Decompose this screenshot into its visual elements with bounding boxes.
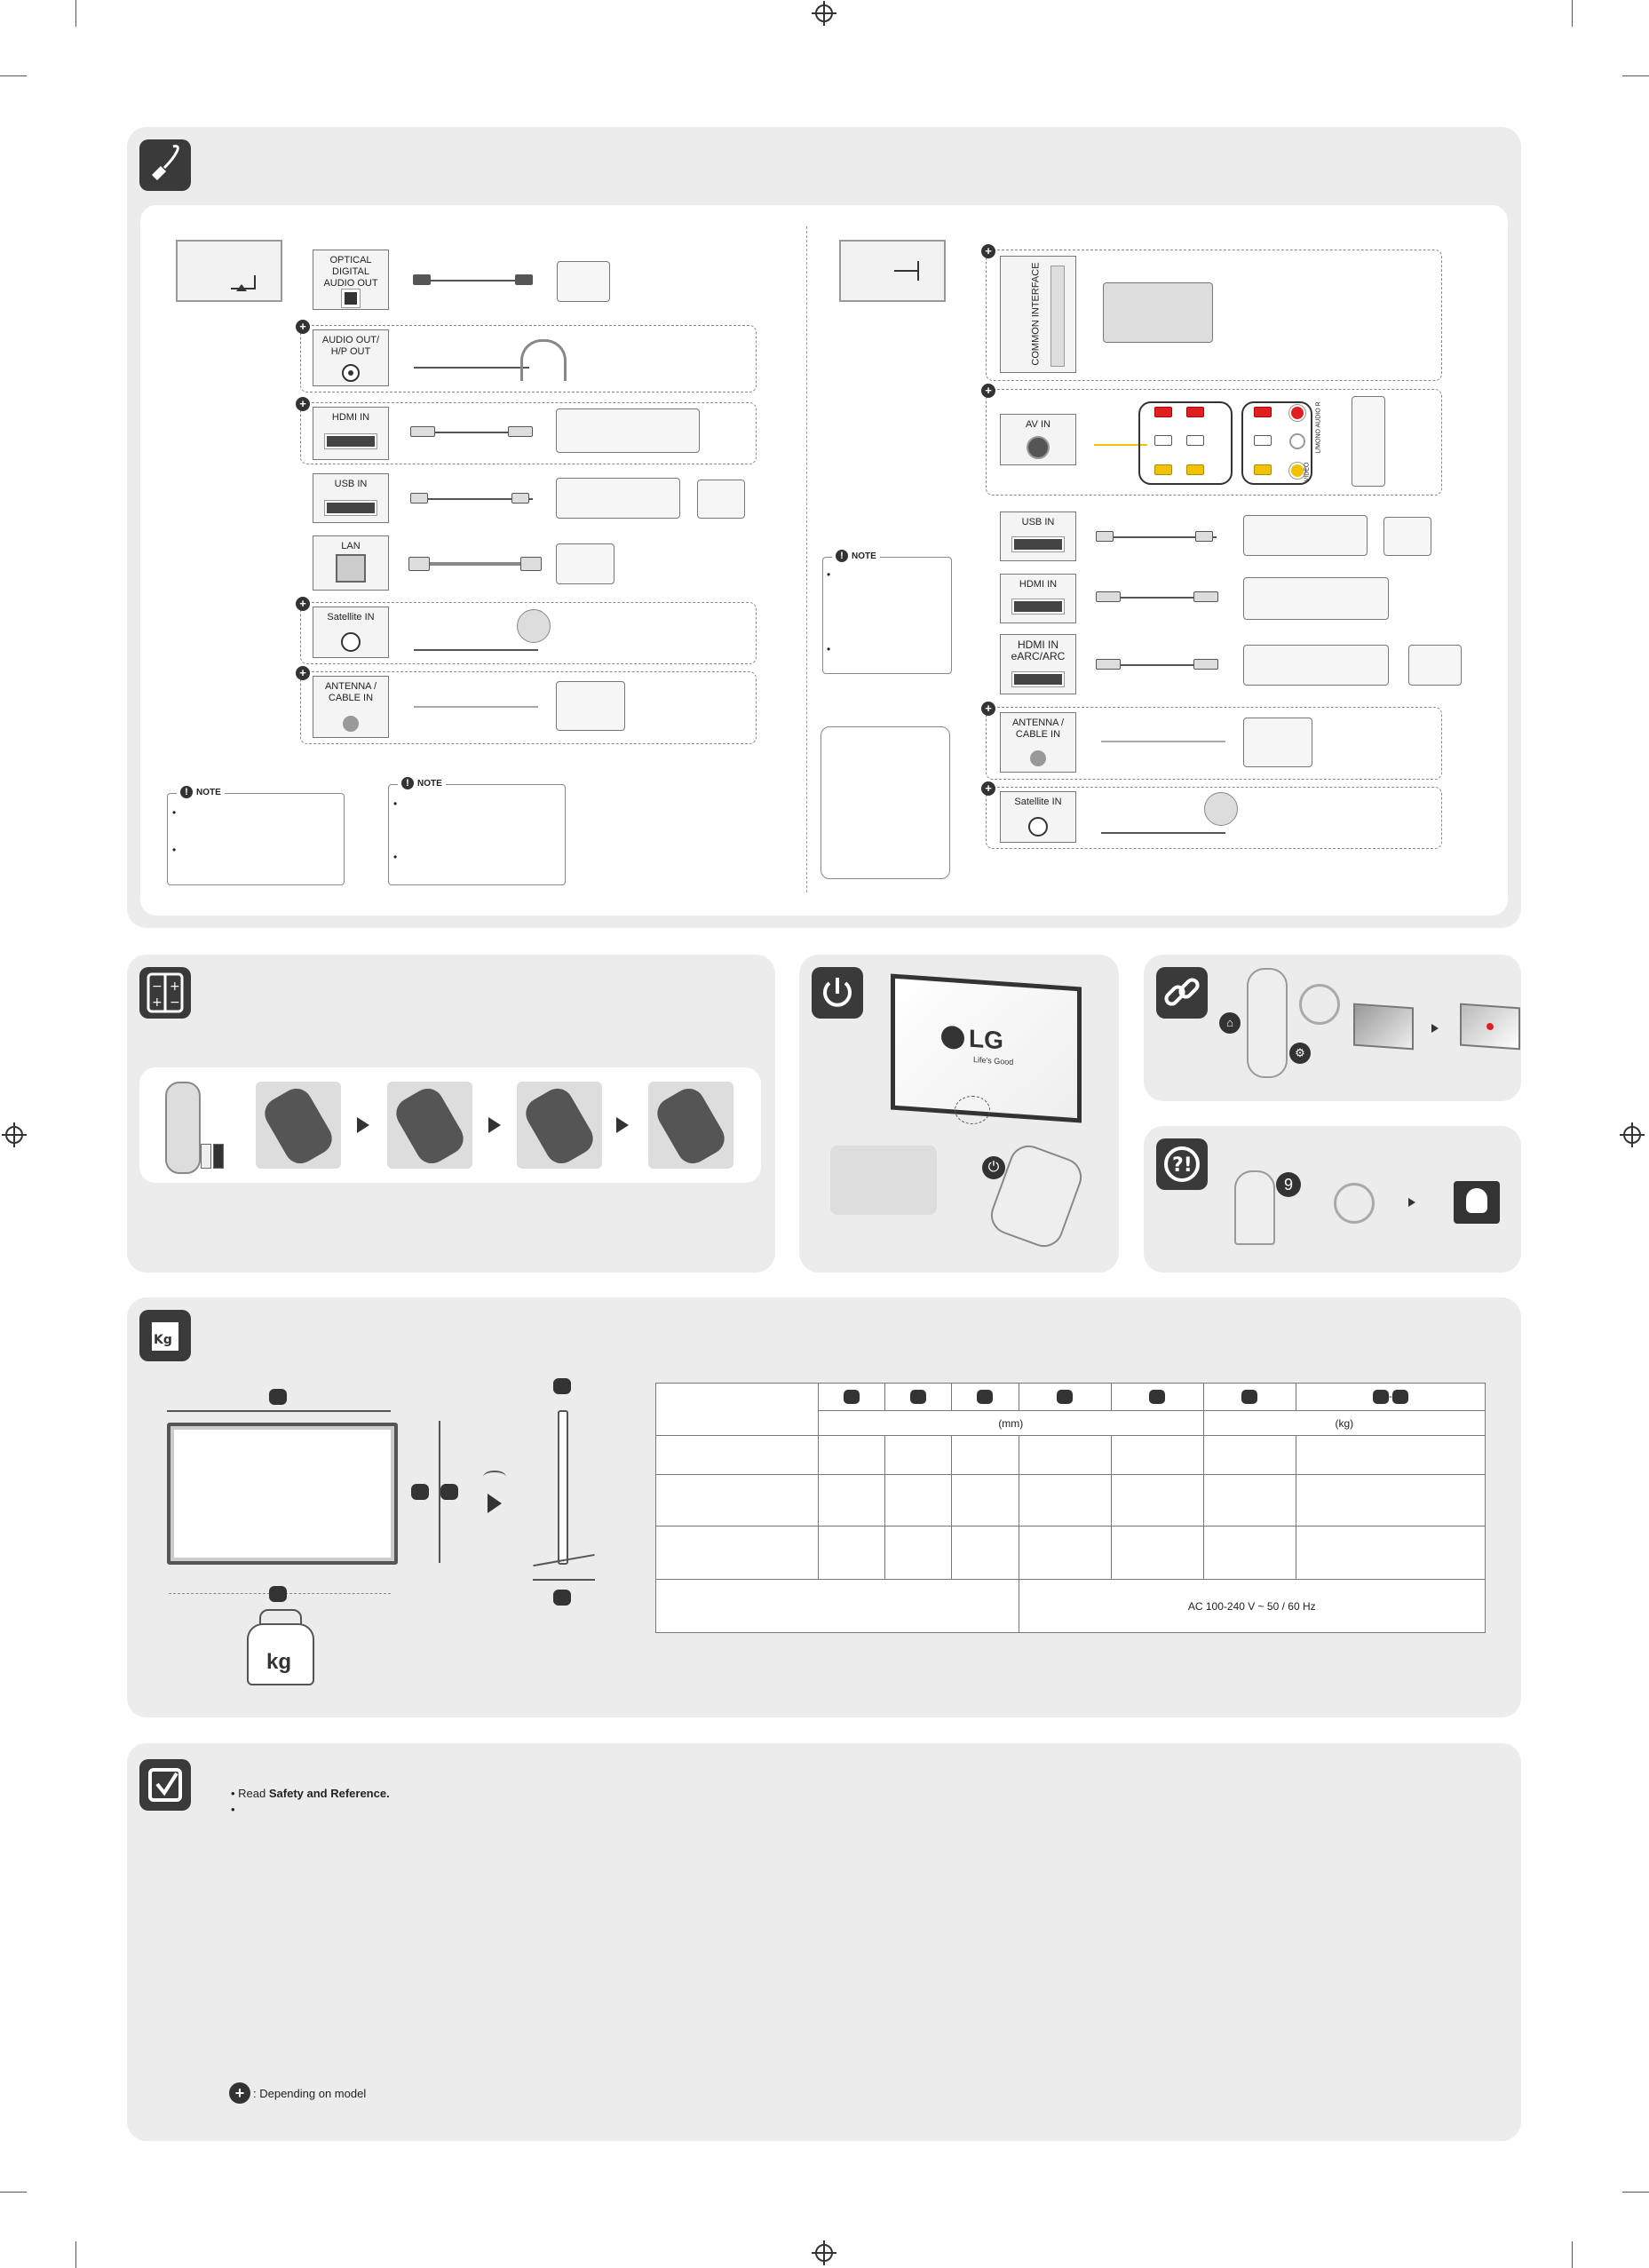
av-rca-cables <box>1138 401 1233 485</box>
cable-plug <box>413 274 431 285</box>
settings-icon: ⚙ <box>1289 1043 1311 1064</box>
model-footnote: + : Depending on model <box>229 2082 366 2104</box>
note-bullet: • <box>172 844 177 856</box>
plus-circle-icon: + <box>296 597 310 611</box>
port-label: AV IN <box>1026 419 1050 430</box>
port-satellite-in-right <box>1000 791 1076 843</box>
crop-mark <box>0 2192 27 2193</box>
rca-plug-red <box>1186 407 1204 417</box>
crop-mark <box>1622 2192 1649 2193</box>
power-button-zoom-circle <box>955 1096 990 1124</box>
plus-circle-icon: + <box>981 244 995 258</box>
port-label: COMMON INTERFACE <box>1030 262 1042 366</box>
tv-front-outline <box>167 1423 398 1565</box>
remote-with-batteries-icon <box>165 1082 201 1174</box>
usb-stick-icon <box>1383 517 1431 556</box>
power-icon <box>812 967 863 1019</box>
checklist-icon <box>139 1759 191 1811</box>
headphones-icon <box>520 339 567 381</box>
antenna-wall-outlet-icon <box>556 681 625 731</box>
power-icon: ⏻ <box>982 1156 1005 1179</box>
speaker-device-icon <box>557 261 610 302</box>
svg-text:Kg: Kg <box>154 1333 172 1347</box>
spec-header-height <box>885 1384 952 1411</box>
plus-circle-icon: + <box>981 384 995 398</box>
arrow-right-icon <box>616 1117 629 1133</box>
number-button-badge: 9 <box>1276 1172 1301 1197</box>
note-title: ! NOTE <box>398 777 446 789</box>
port-label: HDMI IN <box>1019 579 1058 590</box>
port-usb-in-right <box>1000 511 1076 561</box>
port-label: USB IN <box>334 479 368 489</box>
cable-plug <box>1096 531 1114 542</box>
antenna-cable <box>1101 741 1225 742</box>
rca-plug-red <box>1154 407 1172 417</box>
cable-plug <box>1096 591 1121 602</box>
dimension-marker <box>440 1484 458 1500</box>
rca-plug-white <box>1186 435 1204 446</box>
battery-step-1 <box>256 1082 341 1169</box>
registration-mark-bottom <box>815 2244 833 2262</box>
note-title: ! NOTE <box>177 786 225 798</box>
safety-reference-title: Safety and Reference. <box>268 1787 390 1800</box>
spec-header-depth-stand <box>1111 1384 1203 1411</box>
blank-info-box <box>821 726 950 879</box>
note-bullet: • <box>393 797 398 810</box>
plus-circle-icon: + <box>229 2082 250 2104</box>
audio-cable <box>414 367 529 369</box>
rca-plug-yellow <box>1186 464 1204 475</box>
antenna-cable <box>414 706 538 708</box>
battery-step-2 <box>387 1082 472 1169</box>
scale-weight-icon <box>247 1604 311 1689</box>
note-box <box>822 551 952 674</box>
timer-icon <box>1334 1183 1375 1224</box>
cable-plug <box>1195 531 1213 542</box>
dimension-marker <box>553 1590 571 1606</box>
cable-plug <box>1096 659 1121 670</box>
checklist-line-2: • <box>231 1803 235 1816</box>
exclamation-icon: ! <box>180 786 193 798</box>
port-antenna-cable-in <box>313 676 389 738</box>
spec-header-height-stand <box>952 1384 1019 1411</box>
spec-header-depth <box>1019 1384 1111 1411</box>
rca-jack-red <box>1289 405 1305 421</box>
note-box <box>167 787 345 885</box>
port-label: OPTICAL DIGITAL AUDIO OUT <box>323 255 378 289</box>
arrow-right-icon <box>488 1117 501 1133</box>
registration-mark-right <box>1623 1126 1641 1144</box>
port-label: LAN <box>341 541 361 551</box>
plus-circle-icon: + <box>296 666 310 680</box>
battery-icon <box>201 1144 211 1169</box>
checklist-panel <box>127 1743 1521 2141</box>
port-label: ANTENNA / CABLE IN <box>1011 718 1065 740</box>
usb-stick-icon <box>697 480 745 519</box>
tv-side-outline <box>558 1410 568 1565</box>
port-satellite-in <box>313 607 389 658</box>
note-bullet: • <box>172 806 177 819</box>
registration-mark-top <box>815 4 833 22</box>
hand-press-button-illustration <box>830 1146 937 1215</box>
rca-plug-yellow <box>1254 464 1272 475</box>
port-audio-out-hp <box>313 329 389 386</box>
registration-mark-left <box>5 1126 23 1144</box>
help-question-icon <box>1156 1138 1208 1190</box>
cable-plug-icon <box>139 139 191 191</box>
svg-text:+: + <box>170 979 180 994</box>
port-label: HDMI IN <box>331 412 370 423</box>
spec-row <box>656 1475 1486 1527</box>
power-supply-value: AC 100-240 V ~ 50 / 60 Hz <box>1019 1580 1485 1633</box>
range-separator: - <box>1388 1390 1392 1403</box>
spec-header-width <box>819 1384 885 1411</box>
plus-circle-icon: + <box>981 781 995 796</box>
arrow-right-icon <box>488 1494 502 1513</box>
av-devices-icon <box>1352 396 1385 487</box>
dimension-marker <box>269 1586 287 1602</box>
kg-label: kg <box>266 1650 291 1674</box>
usb-hdd-icon <box>556 478 680 519</box>
plus-circle-icon: + <box>981 702 995 716</box>
battery-step-3 <box>517 1082 602 1169</box>
rca-plug-white <box>1154 435 1172 446</box>
svg-text:?!: ?! <box>1172 1154 1193 1177</box>
port-label: USB IN <box>1021 517 1055 527</box>
ci-module-icon <box>1103 282 1213 343</box>
port-label: AUDIO OUT/ H/P OUT <box>321 335 380 357</box>
dimension-marker <box>553 1378 571 1394</box>
link-icon <box>1156 967 1208 1019</box>
lan-cable <box>417 562 533 566</box>
brand-tagline: Life's Good <box>973 1054 1014 1067</box>
remote-control-illustration <box>1247 968 1288 1078</box>
port-label: ANTENNA / CABLE IN <box>324 681 377 703</box>
note-bullet: • <box>827 568 831 581</box>
rca-plug-red <box>1254 407 1272 417</box>
exclamation-icon: ! <box>836 550 848 562</box>
note-title: ! NOTE <box>832 550 880 562</box>
crop-mark <box>0 75 27 76</box>
cable-plug <box>508 426 533 437</box>
port-usb-in <box>313 473 389 523</box>
crop-mark <box>75 0 76 27</box>
port-label: HDMI IN eARC/ARC <box>1011 638 1066 662</box>
port-hdmi-in-right <box>1000 574 1076 623</box>
spec-header-weight-stand <box>1296 1384 1485 1411</box>
satellite-cable <box>1101 832 1225 834</box>
arrow-right-icon <box>1431 1024 1439 1033</box>
cable-plug <box>410 493 428 504</box>
router-icon <box>556 543 614 584</box>
exclamation-icon: ! <box>401 777 414 789</box>
port-label: Satellite IN <box>327 612 375 623</box>
rca-jack-white <box>1289 433 1305 449</box>
dimension-marker <box>411 1484 429 1500</box>
note-bullet: • <box>393 851 398 863</box>
satellite-dish-icon <box>517 609 551 643</box>
spec-header-weight <box>1203 1384 1296 1411</box>
svg-text:−: − <box>170 995 180 1010</box>
usb-hdd-icon <box>1243 515 1368 556</box>
tv-side-illustration <box>839 240 946 302</box>
cable-plug <box>408 557 430 571</box>
battery-icon <box>213 1144 224 1169</box>
tv-screen-blank <box>1353 1003 1414 1051</box>
tv-screen-active <box>1460 1003 1520 1051</box>
rca-jack-yellow <box>1289 463 1305 479</box>
satellite-dish-icon <box>1204 792 1238 826</box>
dimension-marker <box>269 1389 287 1405</box>
antenna-wall-outlet-icon <box>1243 718 1312 767</box>
units-kg: (kg) <box>1203 1411 1485 1436</box>
note-box <box>388 778 566 885</box>
plus-circle-icon: + <box>296 320 310 334</box>
cable-plug <box>1193 659 1218 670</box>
rca-plug-white <box>1254 435 1272 446</box>
port-antenna-cable-in-right <box>1000 712 1076 773</box>
column-divider <box>806 226 807 892</box>
svg-text:+: + <box>152 995 163 1010</box>
plus-circle-icon: + <box>296 397 310 411</box>
port-common-interface <box>1000 256 1076 373</box>
port-label: Satellite IN <box>1014 797 1062 807</box>
lg-logo <box>941 1022 1003 1055</box>
av-video-label: VIDEO <box>1304 462 1311 482</box>
port-av-in <box>1000 414 1076 465</box>
av-audio-label: L/MONO AUDIO R <box>1315 401 1322 454</box>
speaker-device-icon <box>1408 645 1462 686</box>
lg-logo-icon <box>941 1025 964 1050</box>
media-devices-icon <box>556 408 700 453</box>
cable-plug <box>410 426 435 437</box>
brand-name: LG <box>969 1024 1003 1055</box>
weight-kg-icon <box>139 1310 191 1361</box>
port-optical-audio-out <box>313 250 389 310</box>
port-hdmi-earc <box>1000 634 1076 694</box>
cable-plug <box>520 557 542 571</box>
remote-control-illustration <box>1234 1170 1275 1245</box>
arrow-right-icon <box>357 1117 369 1133</box>
cable-plug <box>1193 591 1218 602</box>
cable-plug <box>511 493 529 504</box>
battery-icon <box>139 967 191 1019</box>
power-supply-label <box>656 1580 1019 1633</box>
port-lan <box>313 535 389 591</box>
cable-plug <box>515 274 533 285</box>
home-icon: ⌂ <box>1219 1012 1241 1034</box>
arrow-right-icon <box>1408 1198 1415 1207</box>
media-devices-icon <box>1243 645 1389 686</box>
crop-mark <box>1572 0 1573 27</box>
support-agent-icon <box>1454 1181 1500 1224</box>
crop-mark <box>1572 2241 1573 2268</box>
spec-header-model <box>656 1384 819 1436</box>
checklist-line-1: • Read Safety and Reference. <box>231 1787 390 1800</box>
crop-mark <box>75 2241 76 2268</box>
note-bullet: • <box>827 643 831 655</box>
dimension-arrow-depth <box>533 1579 595 1581</box>
tv-back-illustration <box>176 240 282 302</box>
units-mm: (mm) <box>819 1411 1204 1436</box>
svg-text:−: − <box>152 979 163 994</box>
crop-mark <box>1622 75 1649 76</box>
rca-plug-yellow <box>1154 464 1172 475</box>
battery-step-4 <box>648 1082 733 1169</box>
spec-row <box>656 1527 1486 1580</box>
port-hdmi-in <box>313 407 389 460</box>
spec-row <box>656 1436 1486 1475</box>
rotate-arrow-icon <box>483 1471 506 1483</box>
spec-table <box>655 1383 1486 1633</box>
satellite-cable <box>414 649 538 651</box>
dimension-arrow-width <box>167 1410 391 1412</box>
timer-icon <box>1299 984 1340 1025</box>
media-devices-icon <box>1243 577 1389 620</box>
